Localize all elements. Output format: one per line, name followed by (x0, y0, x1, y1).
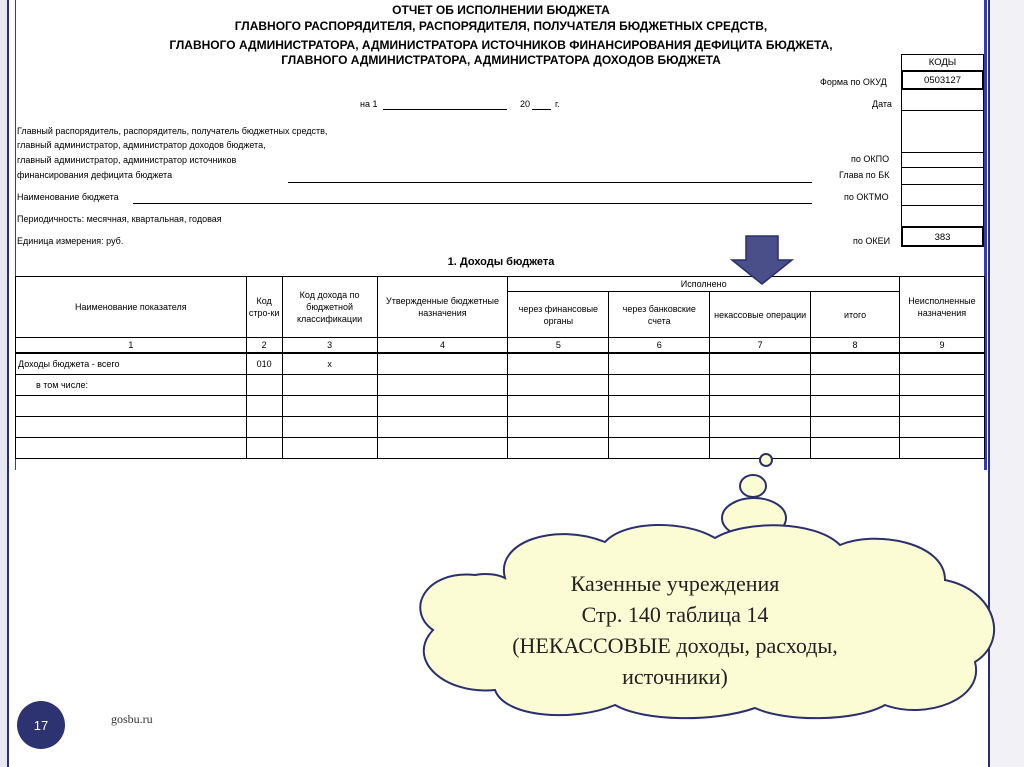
bk-cell[interactable] (901, 167, 984, 185)
date-year-prefix: 20 (520, 99, 531, 109)
col-approved-header: Утвержденные бюджетные назначения (377, 277, 508, 338)
row-total-income-code: x (282, 353, 377, 375)
form-title-3: ГЛАВНОГО АДМИНИСТРАТОРА, АДМИНИСТРАТОРА ИСТОЧНИКОВ ФИНАНСИРОВАНИЯ ДЕФИЦИТА БЮДЖЕТА, (169, 38, 833, 52)
site-footer: gosbu.ru (111, 712, 153, 726)
budget-name-label: Наименование бюджета (17, 192, 119, 202)
col-total-header: итого (811, 292, 900, 338)
col-num: 9 (899, 338, 984, 354)
row-including-name: в том числе: (16, 375, 247, 396)
col-num: 7 (710, 338, 811, 354)
col-unexecuted-header: Неисполненные назначения (899, 277, 984, 338)
distributor-label-2: главный администратор, администратор доходов бюджета, (17, 140, 266, 150)
okud-label: Форма по ОКУД (820, 77, 887, 87)
col-num: 6 (609, 338, 710, 354)
date-cell[interactable] (901, 89, 984, 111)
distributor-field[interactable] (288, 182, 812, 183)
okud-value: 0503127 (901, 70, 984, 90)
date-suffix: г. (555, 99, 560, 109)
col-num: 4 (377, 338, 508, 354)
table-row (16, 353, 985, 375)
table-row (16, 375, 985, 396)
row-total-code: 010 (246, 353, 282, 375)
bk-label: Глава по БК (839, 170, 890, 180)
distributor-label-3: главный администратор, администратор источников (17, 155, 237, 165)
col-num: 2 (246, 338, 282, 354)
cloud-line-2: Стр. 140 таблица 14 (581, 602, 769, 627)
col-num: 5 (508, 338, 609, 354)
date-year-field[interactable] (532, 109, 551, 110)
cloud-line-3: (НЕКАССОВЫЕ доходы, расходы, (512, 633, 838, 658)
col-name-header: Наименование показателя (16, 277, 247, 338)
row-total-name: Доходы бюджета - всего (16, 353, 247, 375)
okpo-label: по ОКПО (851, 154, 890, 164)
table-row (16, 417, 985, 438)
col-bank-header: через банковские счета (609, 292, 710, 338)
section-title: 1. Доходы бюджета (447, 256, 555, 268)
oktmo-cell[interactable] (901, 184, 984, 206)
codes-header: КОДЫ (901, 54, 984, 71)
slide-left-line (7, 0, 9, 767)
periodicity-cell[interactable] (901, 205, 984, 227)
form-title-4: ГЛАВНОГО АДМИНИСТРАТОРА, АДМИНИСТРАТОРА ДОХОДОВ БЮДЖЕТА (281, 53, 721, 67)
cloud-line-4: источники) (622, 664, 728, 689)
unit-label: Единица измерения: руб. (17, 236, 124, 246)
okpo-value-cell[interactable] (901, 152, 984, 168)
distributor-label-1: Главный распорядитель, распорядитель, получатель бюджетных средств, (17, 126, 328, 136)
col-income-code-header: Код дохода по бюджетной классификации (282, 277, 377, 338)
down-arrow-icon (730, 235, 794, 285)
cloud-text (455, 568, 895, 692)
income-table (15, 276, 985, 459)
col-code-header: Код стро-ки (246, 277, 282, 338)
col-num: 8 (811, 338, 900, 354)
col-noncash-header: некассовые операции (710, 292, 811, 338)
table-row (16, 396, 985, 417)
okei-label: по ОКЕИ (853, 236, 891, 246)
distributor-label-4: финансирования дефицита бюджета (17, 170, 173, 180)
date-prefix: на 1 (360, 99, 378, 109)
date-label: Дата (872, 99, 892, 109)
okei-value: 383 (901, 226, 984, 247)
page-number-badge: 17 (17, 701, 65, 749)
col-num: 3 (282, 338, 377, 354)
col-executed-header: Исполнено (508, 277, 900, 292)
col-fin-organs-header: через финансовые органы (508, 292, 609, 338)
cloud-line-1: Казенные учреждения (570, 571, 780, 596)
date-day-field[interactable] (383, 109, 507, 110)
oktmo-label: по ОКТМО (844, 192, 889, 202)
form-title-1: ОТЧЕТ ОБ ИСПОЛНЕНИИ БЮДЖЕТА (392, 3, 610, 17)
col-num: 1 (16, 338, 247, 354)
form-title-2: ГЛАВНОГО РАСПОРЯДИТЕЛЯ, РАСПОРЯДИТЕЛЯ, ПОЛУЧАТЕЛЯ БЮДЖЕТНЫХ СРЕДСТВ, (234, 19, 768, 33)
budget-name-field[interactable] (133, 203, 812, 204)
periodicity-label: Периодичность: месячная, квартальная, годовая (17, 214, 222, 224)
okpo-cell[interactable] (901, 110, 984, 153)
budget-report-form (15, 0, 987, 470)
